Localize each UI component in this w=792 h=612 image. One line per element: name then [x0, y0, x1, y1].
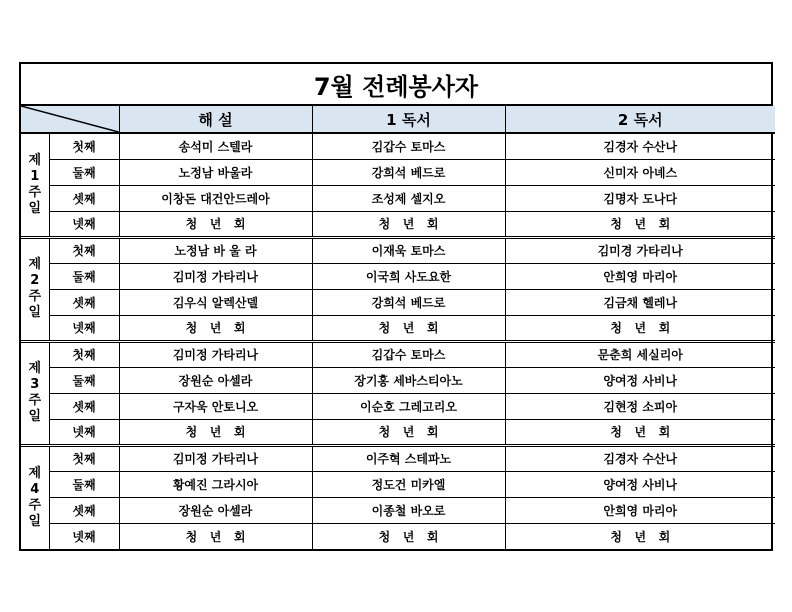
week-label-char: 4	[30, 481, 40, 497]
reader1-cell: 이주혁 스테파노	[312, 445, 505, 471]
week-label-char: 주	[28, 289, 42, 304]
commentary-cell: 노정남 바 울 라	[119, 237, 312, 263]
reader1-cell: 강희석 베드로	[312, 159, 505, 185]
reader2-cell: 안희영 마리아	[505, 263, 775, 289]
commentary-cell: 장원순 아셀라	[119, 497, 312, 523]
schedule-body	[21, 133, 775, 549]
table-row	[21, 185, 775, 211]
reader2-cell: 김경자 수산나	[505, 445, 775, 471]
commentary-cell: 구자욱 안토니오	[119, 393, 312, 419]
week-label-char: 제	[28, 257, 42, 272]
week-label-char: 일	[28, 409, 42, 424]
reader1-cell: 이국희 사도요한	[312, 263, 505, 289]
reader1-cell: 장기홍 세바스티아노	[312, 367, 505, 393]
commentary-cell: 김미정 가타리나	[119, 341, 312, 367]
reader2-cell: 신미자 아녜스	[505, 159, 775, 185]
day-cell: 첫째	[49, 341, 119, 367]
week-label-char: 제	[28, 361, 42, 376]
table-row	[21, 263, 775, 289]
reader2-cell: 양여정 사비나	[505, 367, 775, 393]
reader1-cell: 이재욱 토마스	[312, 237, 505, 263]
reader2-cell: 김금채 헬레나	[505, 289, 775, 315]
commentary-cell: 송석미 스텔라	[119, 133, 312, 159]
reader1-cell: 이종철 바오로	[312, 497, 505, 523]
day-cell: 둘째	[49, 367, 119, 393]
reader2-cell: 청 년 회	[505, 523, 775, 549]
reader1-cell: 청 년 회	[312, 419, 505, 445]
commentary-cell: 김미정 가타리나	[119, 445, 312, 471]
table-row	[21, 289, 775, 315]
diagonal-corner-cell	[21, 106, 119, 133]
week-label-char: 2	[30, 273, 40, 288]
reader1-cell: 김갑수 토마스	[312, 133, 505, 159]
reader1-cell: 김갑수 토마스	[312, 341, 505, 367]
day-cell: 셋째	[49, 497, 119, 523]
day-cell: 첫째	[49, 133, 119, 159]
reader1-cell: 청 년 회	[312, 315, 505, 341]
day-cell: 첫째	[49, 237, 119, 263]
day-cell: 셋째	[49, 185, 119, 211]
reader1-cell: 조성제 셀지오	[312, 185, 505, 211]
schedule-table	[21, 106, 775, 549]
reader2-cell: 문춘희 세실리아	[505, 341, 775, 367]
table-row	[21, 315, 775, 341]
reader1-cell: 청 년 회	[312, 523, 505, 549]
day-cell: 셋째	[49, 289, 119, 315]
week-label	[21, 445, 49, 549]
header-row	[21, 106, 775, 133]
reader2-cell: 김경자 수산나	[505, 133, 775, 159]
commentary-cell: 청 년 회	[119, 523, 312, 549]
commentary-cell: 황예진 그라시아	[119, 471, 312, 497]
commentary-cell: 청 년 회	[119, 419, 312, 445]
week-label-char: 제	[28, 465, 42, 481]
week-label-char: 주	[28, 184, 42, 200]
week-label-char: 3	[30, 377, 40, 392]
table-row	[21, 393, 775, 419]
commentary-cell: 청 년 회	[119, 315, 312, 341]
week-label	[21, 133, 49, 237]
schedule-sheet	[19, 62, 773, 551]
table-row	[21, 133, 775, 159]
commentary-cell: 장원순 아셀라	[119, 367, 312, 393]
week-label-char: 일	[28, 305, 42, 320]
day-cell: 넷째	[49, 315, 119, 341]
reader1-cell: 강희석 베드로	[312, 289, 505, 315]
day-cell: 둘째	[49, 159, 119, 185]
commentary-cell: 청 년 회	[119, 211, 312, 237]
week-label-char: 제	[28, 152, 42, 168]
table-row	[21, 341, 775, 367]
commentary-cell: 노정남 바울라	[119, 159, 312, 185]
reader2-cell: 청 년 회	[505, 211, 775, 237]
reader1-cell: 이순호 그레고리오	[312, 393, 505, 419]
header-commentary: 해 설	[119, 106, 312, 133]
table-row	[21, 523, 775, 549]
day-cell: 넷째	[49, 523, 119, 549]
week-label-char: 주	[28, 497, 42, 513]
table-row	[21, 497, 775, 523]
reader2-cell: 청 년 회	[505, 315, 775, 341]
reader2-cell: 안희영 마리아	[505, 497, 775, 523]
table-row	[21, 237, 775, 263]
table-row	[21, 211, 775, 237]
table-row	[21, 445, 775, 471]
commentary-cell: 이창돈 대건안드레아	[119, 185, 312, 211]
week-label-char: 일	[28, 200, 42, 216]
week-label	[21, 341, 49, 445]
commentary-cell: 김미정 가타리나	[119, 263, 312, 289]
table-row	[21, 367, 775, 393]
page-title: 7월 전례봉사자	[21, 64, 771, 106]
table-row	[21, 159, 775, 185]
reader2-cell: 양여정 사비나	[505, 471, 775, 497]
day-cell: 둘째	[49, 471, 119, 497]
reader2-cell: 김현정 소피아	[505, 393, 775, 419]
reader2-cell: 김미경 가타리나	[505, 237, 775, 263]
week-label-char: 주	[28, 393, 42, 408]
week-label-char: 1	[30, 168, 40, 184]
table-row	[21, 471, 775, 497]
reader1-cell: 청 년 회	[312, 211, 505, 237]
reader2-cell: 청 년 회	[505, 419, 775, 445]
header-reader2: 2 독서	[505, 106, 775, 133]
day-cell: 넷째	[49, 211, 119, 237]
week-label-char: 일	[28, 513, 42, 529]
commentary-cell: 김우식 알렉산델	[119, 289, 312, 315]
diagonal-line	[21, 106, 119, 132]
table-row	[21, 419, 775, 445]
day-cell: 넷째	[49, 419, 119, 445]
reader2-cell: 김명자 도나다	[505, 185, 775, 211]
day-cell: 둘째	[49, 263, 119, 289]
week-label	[21, 237, 49, 341]
day-cell: 셋째	[49, 393, 119, 419]
day-cell: 첫째	[49, 445, 119, 471]
header-reader1: 1 독서	[312, 106, 505, 133]
reader1-cell: 정도건 미카엘	[312, 471, 505, 497]
